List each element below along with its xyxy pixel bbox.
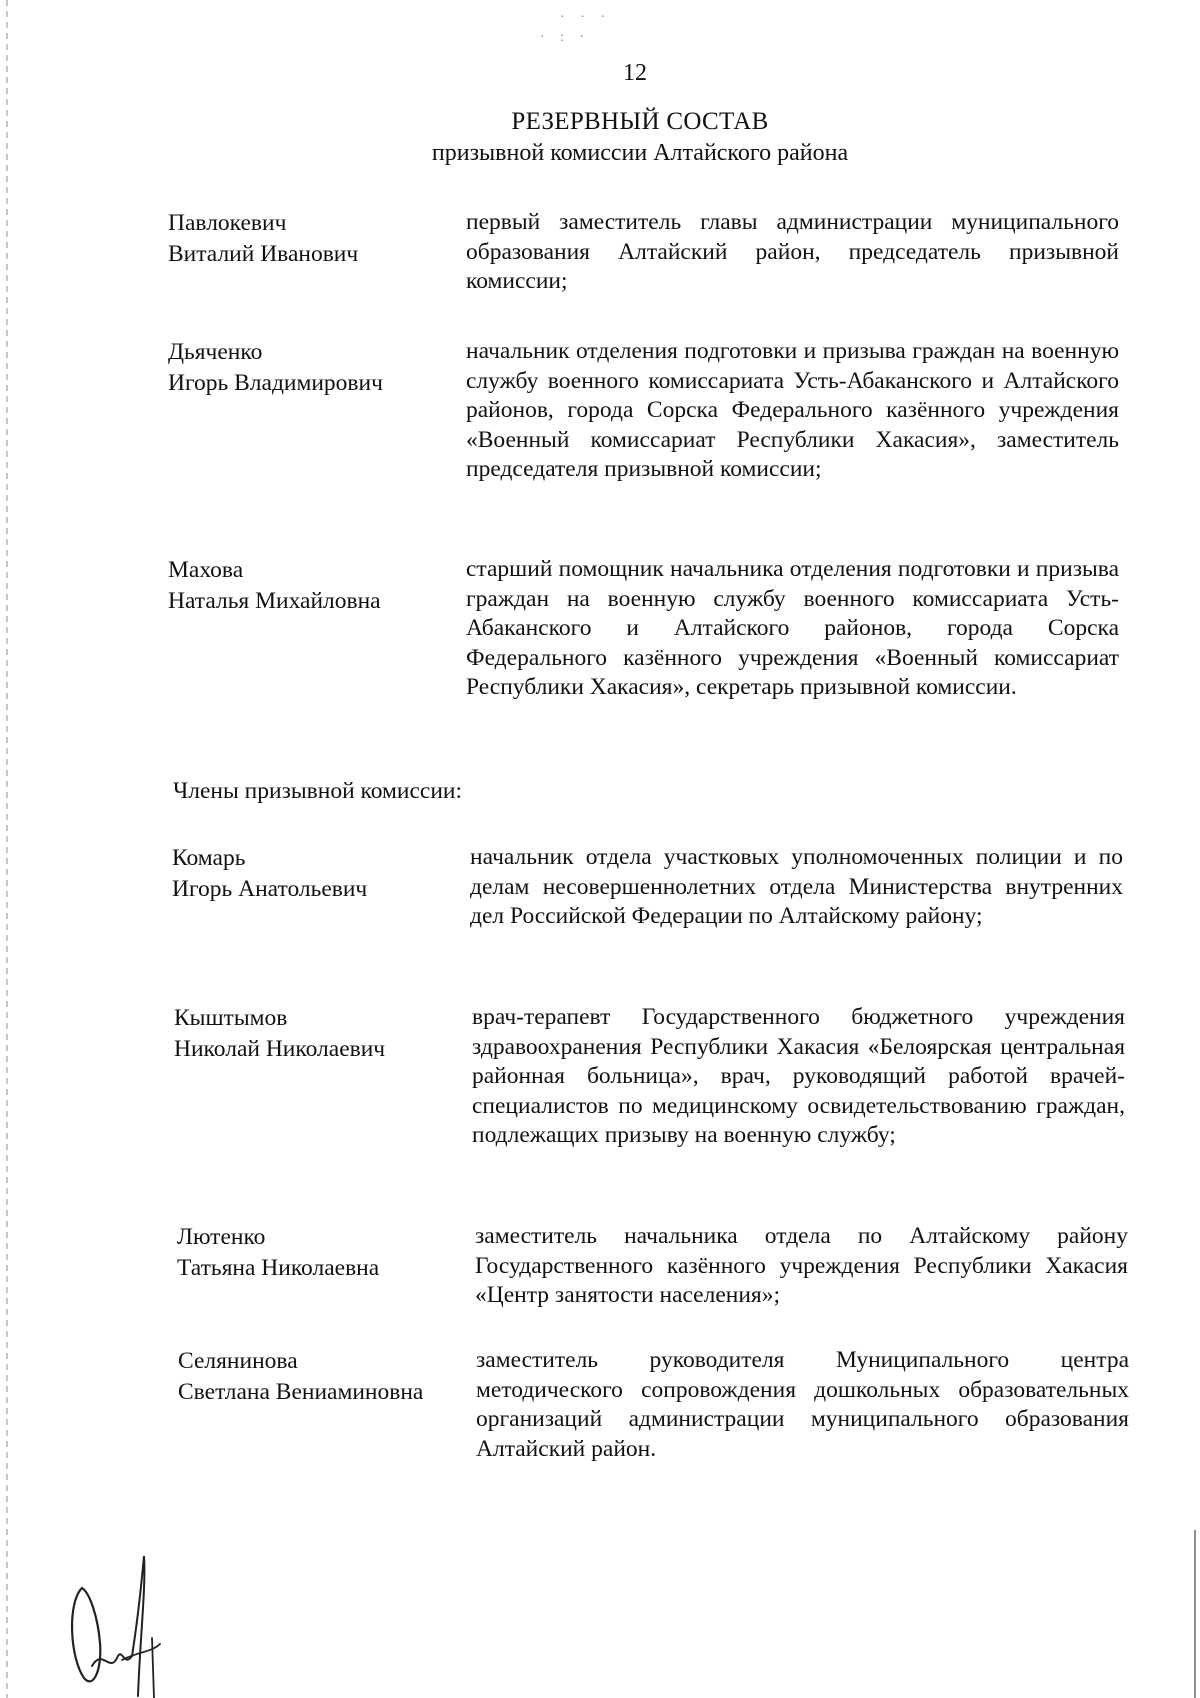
person-position: начальник отдела участковых уполномоченных полиции и по делам несовершеннолетних отдела Министерства внутренних дел Российской Федерации по Алтайскому району; <box>470 844 1123 930</box>
person-position: старший помощник начальника отделения подготовки и призыва граждан на военную службу военного комиссариата Усть-Абаканского и Алтайского районов, города Сорска Федерального казённого учреждения «Военный комиссариат Республики Хакасия», секретарь призывной комиссии. <box>466 556 1119 701</box>
scan-edge-left <box>6 0 8 1698</box>
person-first-names: Татьяна Николаевна <box>177 1254 380 1281</box>
person-last-name: Кыштымов <box>174 1005 288 1031</box>
scan-speck: · · · <box>560 10 611 25</box>
person-position: заместитель руководителя Муниципального центра методического сопровождения дошкольных образовательных организаций администрации муниципального образования Алтайский район. <box>476 1347 1129 1462</box>
person-first-names: Игорь Анатольевич <box>172 875 368 902</box>
person-position: начальник отделения подготовки и призыва граждан на военную службу военного комиссариата Усть-Абаканского и Алтайского районов, города Сорска Федерального казённого учреждения «Военный комиссариат Республики Хакасия», заместитель председателя призывной комиссии; <box>466 338 1119 483</box>
person-last-name: Комарь <box>172 845 246 871</box>
scan-edge-right <box>1194 1530 1196 1698</box>
scan-speck: · : · <box>540 30 591 45</box>
person-position: первый заместитель главы администрации муниципального образования Алтайский район, председатель призывной комиссии; <box>466 209 1119 295</box>
person-position: заместитель начальника отдела по Алтайскому району Государственного казённого учреждения Республики Хакасия «Центр занятости населения»; <box>475 1223 1128 1309</box>
handwritten-signature-icon <box>62 1548 172 1698</box>
person-name <box>178 1346 463 1407</box>
person-first-names: Виталий Иванович <box>168 240 359 267</box>
person-name <box>168 555 453 616</box>
person-first-names: Светлана Вениаминовна <box>178 1378 424 1405</box>
person-name <box>172 843 457 904</box>
person-last-name: Махова <box>168 557 244 583</box>
person-first-names: Наталья Михайловна <box>168 587 381 614</box>
page-number: 12 <box>623 60 647 86</box>
members-heading: Члены призывной комиссии: <box>173 778 463 804</box>
document-subtitle: призывной комиссии Алтайского района <box>431 140 849 166</box>
person-name <box>168 208 453 269</box>
person-last-name: Селянинова <box>178 1348 298 1374</box>
person-name <box>177 1222 462 1283</box>
person-last-name: Дьяченко <box>168 339 263 365</box>
person-first-names: Игорь Владимирович <box>168 369 383 396</box>
person-last-name: Павлокевич <box>168 210 287 236</box>
person-name <box>168 337 453 398</box>
person-position: врач-терапевт Государственного бюджетного учреждения здравоохранения Республики Хакасия «Белоярская центральная районная больница», врач, руководящий работой врачей-специалистов по медицинскому освидетельствованию граждан, подлежащих призыву на военную службу; <box>472 1004 1125 1149</box>
person-name <box>174 1003 459 1064</box>
person-first-names: Николай Николаевич <box>174 1035 386 1062</box>
person-last-name: Лютенко <box>177 1224 266 1250</box>
document-title: РЕЗЕРВНЫЙ СОСТАВ <box>511 108 769 135</box>
